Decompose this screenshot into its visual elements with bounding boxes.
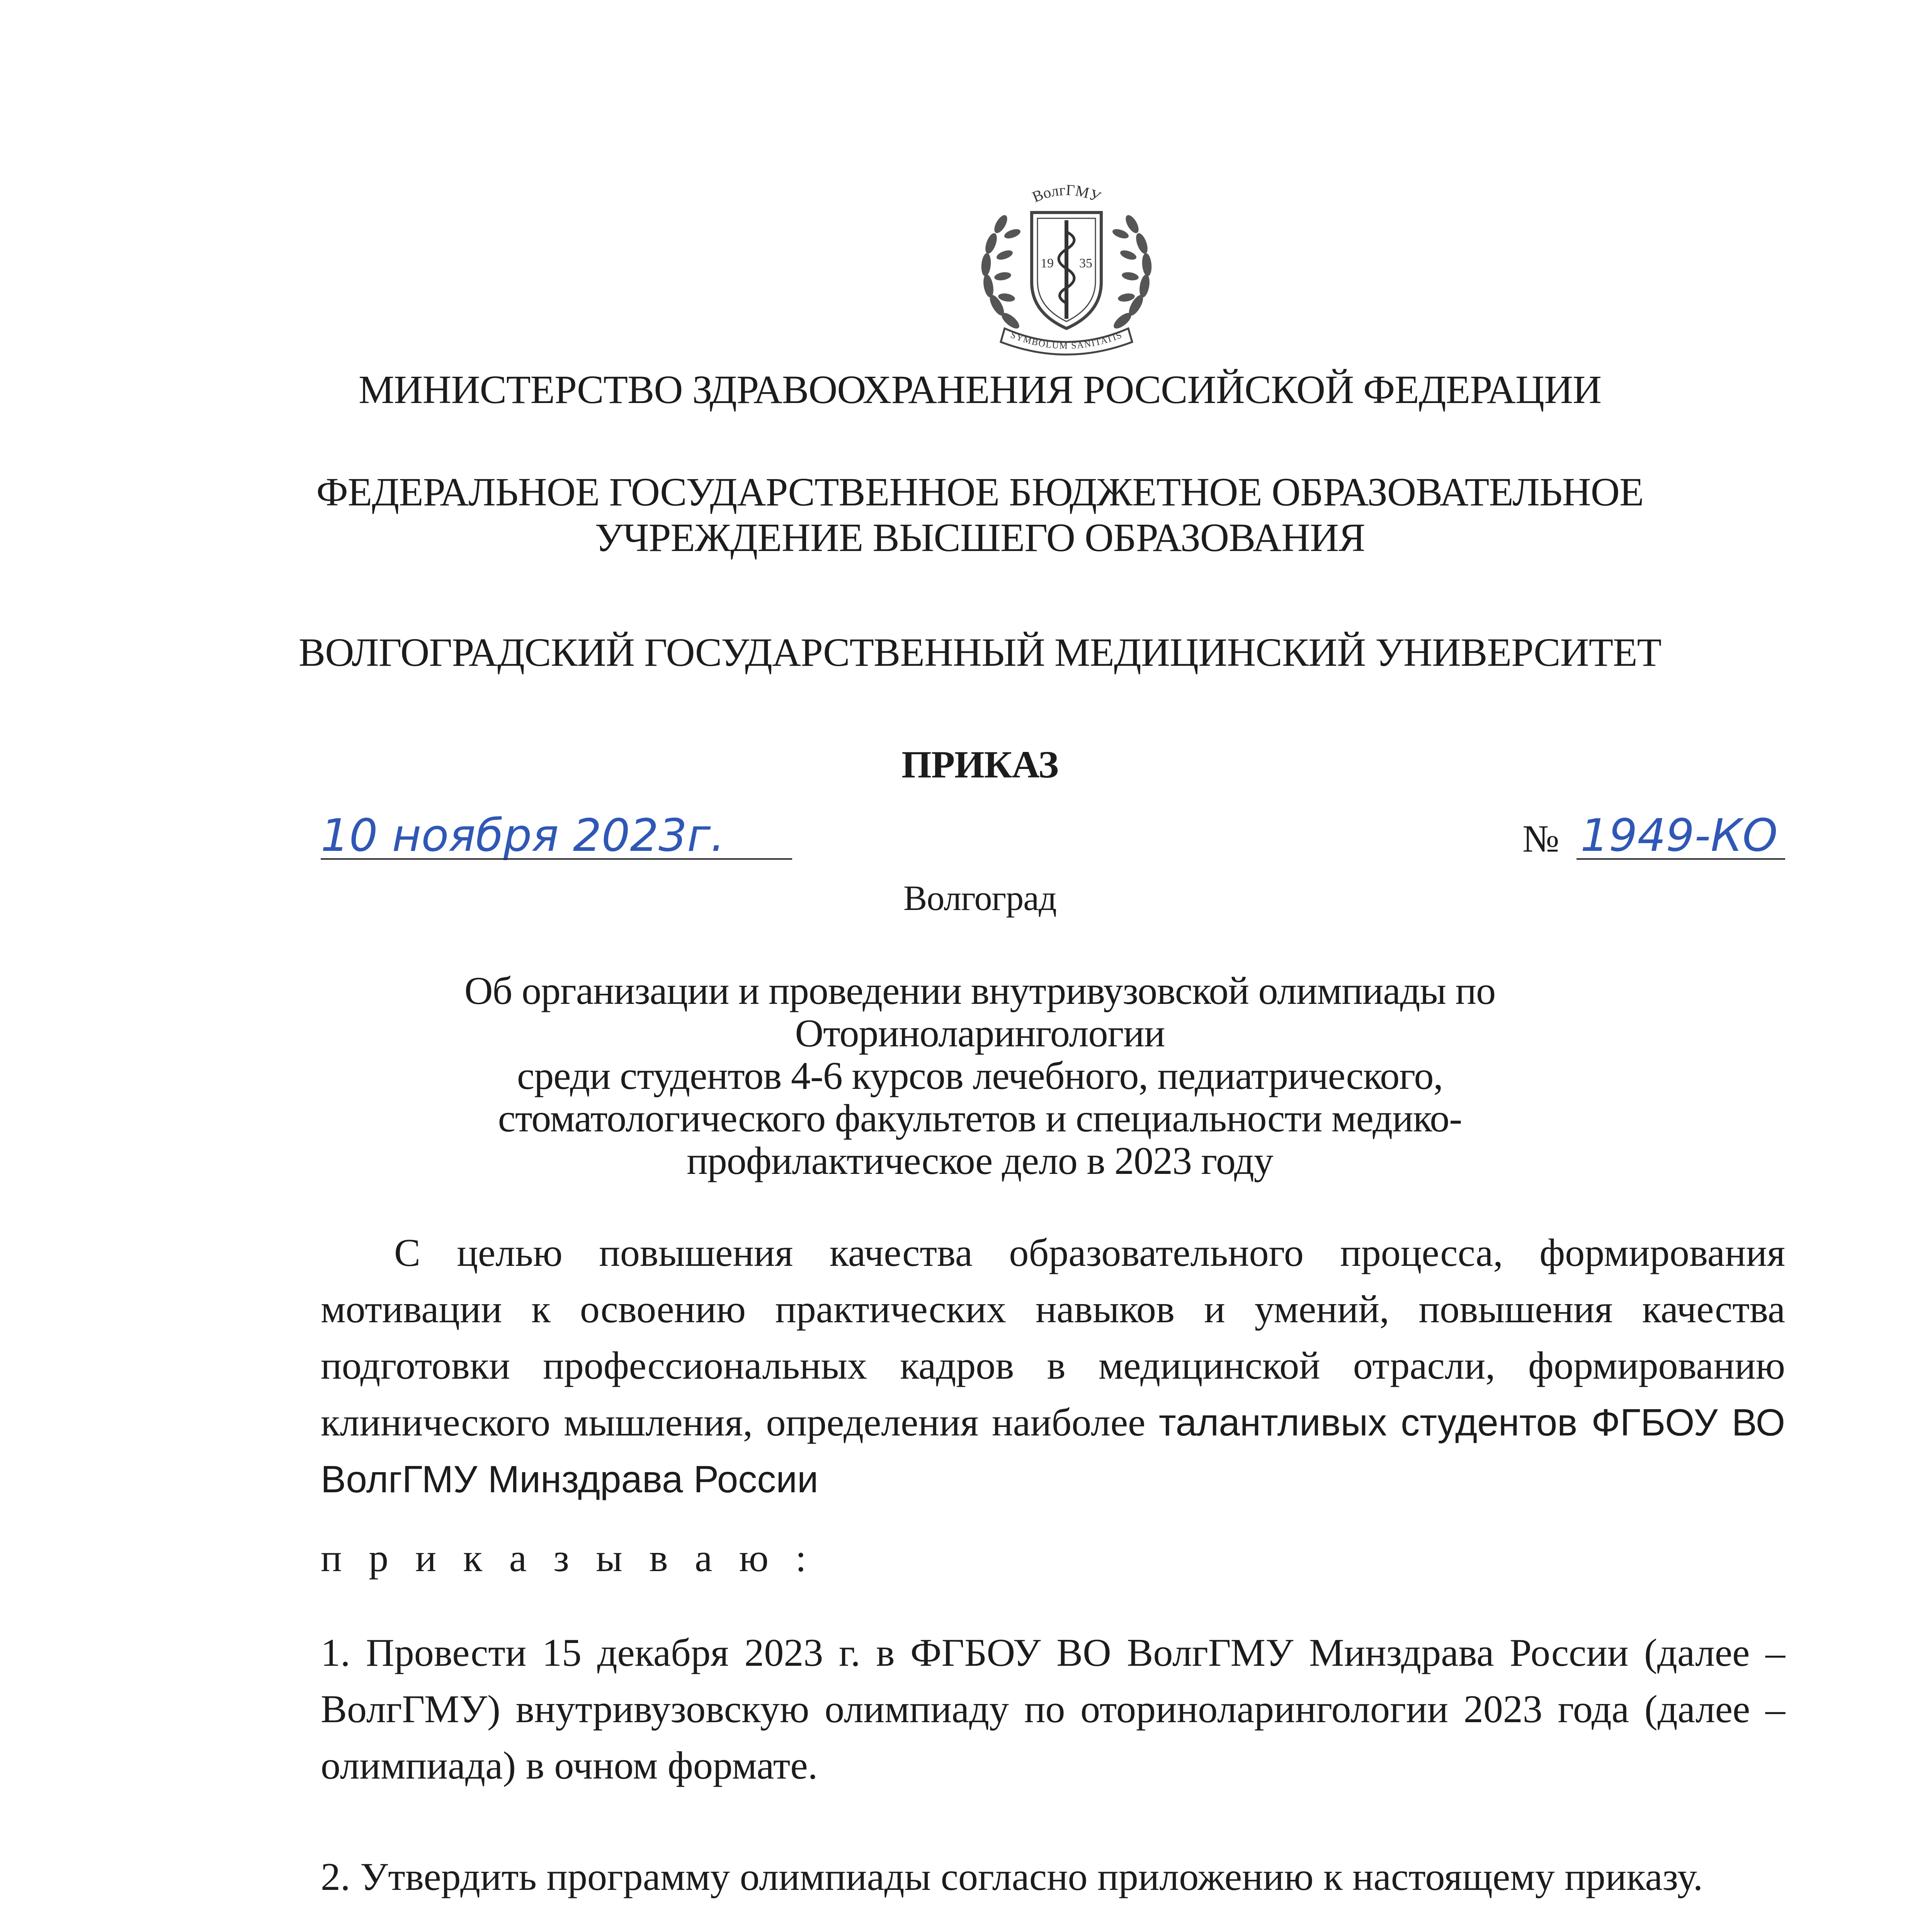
- order-number: [1522, 810, 1785, 864]
- preamble-text: С целью повышения качества образовательного процесса, формирования мотивации к освоению практических навыков и умений, повышения качества подготовки профессиональных кадров в медицинской отрасли, формированию клинического мышления, определения наиболее: [321, 1231, 1785, 1444]
- ministry-heading: МИНИСТЕРСТВО ЗДРАВООХРАНЕНИЯ РОССИЙСКОЙ ФЕДЕРАЦИИ: [358, 367, 1602, 412]
- subject-line-4: стоматологического факультетов и специальности медико-: [498, 1097, 1462, 1140]
- svg-text:ВолгГМУ: ВолгГМУ: [1029, 181, 1104, 206]
- number-sign: №: [1522, 817, 1560, 860]
- order-subject: [0, 970, 1932, 1182]
- handwritten-date: 10 ноября 2023г.: [321, 810, 725, 862]
- university-heading: ВОЛГОГРАДСКИЙ ГОСУДАРСТВЕННЫЙ МЕДИЦИНСКИЙ УНИВЕРСИТЕТ: [298, 630, 1662, 675]
- city: Волгоград: [903, 878, 1056, 918]
- laurel-left-icon: [980, 213, 1022, 331]
- laurel-right-icon: [1111, 213, 1153, 331]
- preamble-paragraph: [321, 1225, 1785, 1508]
- subject-line-3: среди студентов 4-6 курсов лечебного, педиатрического,: [517, 1054, 1443, 1098]
- svg-text:35: 35: [1079, 256, 1092, 270]
- institution-line-1: ФЕДЕРАЛЬНОЕ ГОСУДАРСТВЕННОЕ БЮДЖЕТНОЕ ОБРАЗОВАТЕЛЬНОЕ: [316, 470, 1644, 514]
- svg-text:SYMBOLUM SANITATIS: SYMBOLUM SANITATIS: [1009, 330, 1124, 351]
- order-date: [321, 810, 792, 864]
- preamble-tail: талантливых студентов ФГБОУ ВО ВолгГМУ Минздрава России: [321, 1401, 1785, 1500]
- institution-line-2: УЧРЕЖДЕНИЕ ВЫСШЕГО ОБРАЗОВАНИЯ: [595, 515, 1365, 560]
- handwritten-number: 1949-КО: [1580, 810, 1778, 862]
- number-underline: [1577, 858, 1785, 860]
- institution-heading: [0, 469, 1932, 561]
- document-type: ПРИКАЗ: [901, 743, 1058, 786]
- order-word: п р и к а з ы в а ю :: [321, 1536, 815, 1580]
- university-emblem: [958, 166, 1175, 359]
- order-item-1: 1. Провести 15 декабря 2023 г. в ФГБОУ ВО ВолгГМУ Минздрава России (далее – ВолгГМУ) внутривузовскую олимпиаду по оториноларингологии 2023 года (далее – олимпиада) в очном формате.: [321, 1631, 1785, 1787]
- subject-line-1: Об организации и проведении внутривузовской олимпиады по: [464, 969, 1496, 1013]
- subject-line-5: профилактическое дело в 2023 году: [687, 1139, 1273, 1183]
- svg-text:19: 19: [1041, 256, 1054, 270]
- subject-line-2: Оториноларингологии: [795, 1012, 1165, 1055]
- date-underline: [321, 858, 792, 860]
- order-item-2: 2. Утвердить программу олимпиады согласно приложению к настоящему приказу.: [321, 1855, 1703, 1899]
